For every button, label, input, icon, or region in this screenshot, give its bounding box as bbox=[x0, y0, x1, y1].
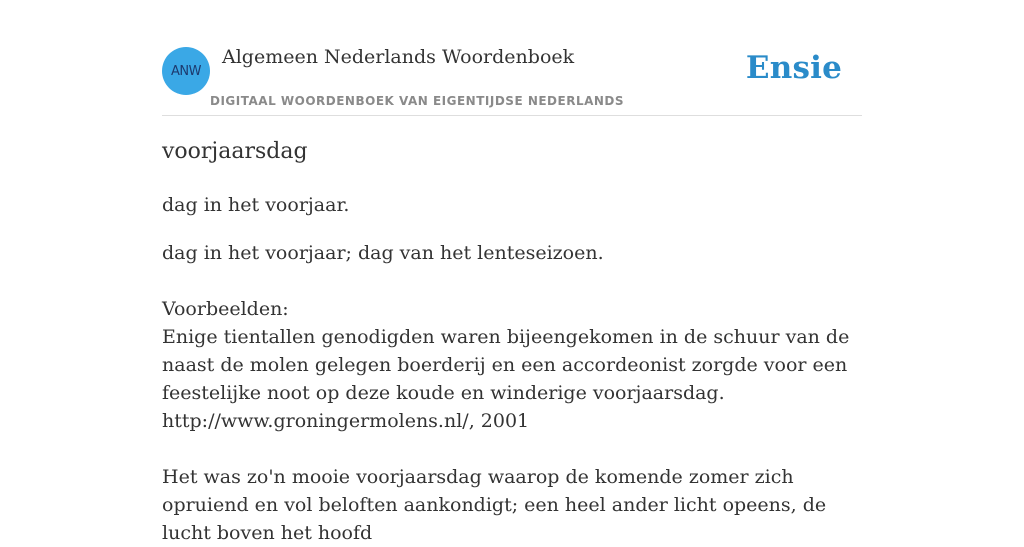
examples-label: Voorbeelden: bbox=[162, 298, 289, 320]
full-definition: dag in het voorjaar; dag van het lenteseizoen. bbox=[162, 242, 604, 264]
entry-body bbox=[162, 239, 862, 547]
ensie-brand-logo[interactable]: Ensie bbox=[745, 50, 842, 86]
entry-card bbox=[162, 0, 862, 544]
logo-text: ANW bbox=[171, 63, 201, 79]
headword: voorjaarsdag bbox=[162, 139, 308, 164]
site-title[interactable]: Algemeen Nederlands Woordenboek bbox=[222, 46, 575, 68]
anw-logo[interactable] bbox=[162, 47, 210, 95]
site-subtitle: DIGITAAL WOORDENBOEK VAN EIGENTIJDSE NEDERLANDS bbox=[210, 94, 625, 108]
short-definition: dag in het voorjaar. bbox=[162, 194, 350, 216]
example-source: http://www.groningermolens.nl/, 2001 bbox=[162, 410, 530, 432]
site-header bbox=[162, 0, 862, 116]
example-text: Het was zo'n mooie voorjaarsdag waarop de komende zomer zich opruiend en vol beloften aankondigt; een heel ander licht opeens, de lucht boven het hoofd bbox=[162, 466, 827, 544]
example-text: Enige tientallen genodigden waren bijeengekomen in de schuur van de naast de molen gelegen boerderij en een accordeonist zorgde voor een feestelijke noot op deze koude en winderige voorjaarsdag. bbox=[162, 326, 850, 404]
